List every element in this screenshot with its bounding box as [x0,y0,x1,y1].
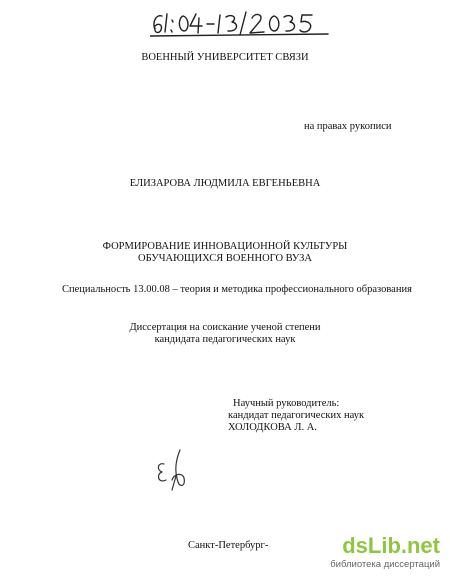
advisor-name: ХОЛОДКОВА Л. А. [228,422,317,433]
degree-line-1: Диссертация на соискание ученой степени [129,322,321,333]
handwritten-archive-code [150,8,330,38]
dslib-watermark [325,534,440,574]
advisor-degree: кандидат педагогических наук [228,410,365,421]
author-name: ЕЛИЗАРОВА ЛЮДМИЛА ЕВГЕНЬЕВНА [129,178,321,189]
specialty: Специальность 13.00.08 – теория и методика профессионального образования [62,284,412,295]
dissertation-title-line-2: ОБУЧАЮЩИХСЯ ВОЕННОГО ВУЗА [138,253,312,264]
city: Санкт-Петербург- [188,540,269,551]
watermark-logo: dsLib.net [342,533,440,558]
institution-name: ВОЕННЫЙ УНИВЕРСИТЕТ СВЯЗИ [141,52,309,63]
manuscript-note: на правах рукописи [304,121,392,132]
handwritten-signature [150,440,210,495]
advisor-label: Научный руководитель: [233,398,340,409]
degree-line-2: кандидата педагогических наук [154,334,296,345]
watermark-subtitle: библиотека диссертаций [330,559,440,570]
dissertation-title-line-1: ФОРМИРОВАНИЕ ИННОВАЦИОННОЙ КУЛЬТУРЫ [102,241,348,252]
